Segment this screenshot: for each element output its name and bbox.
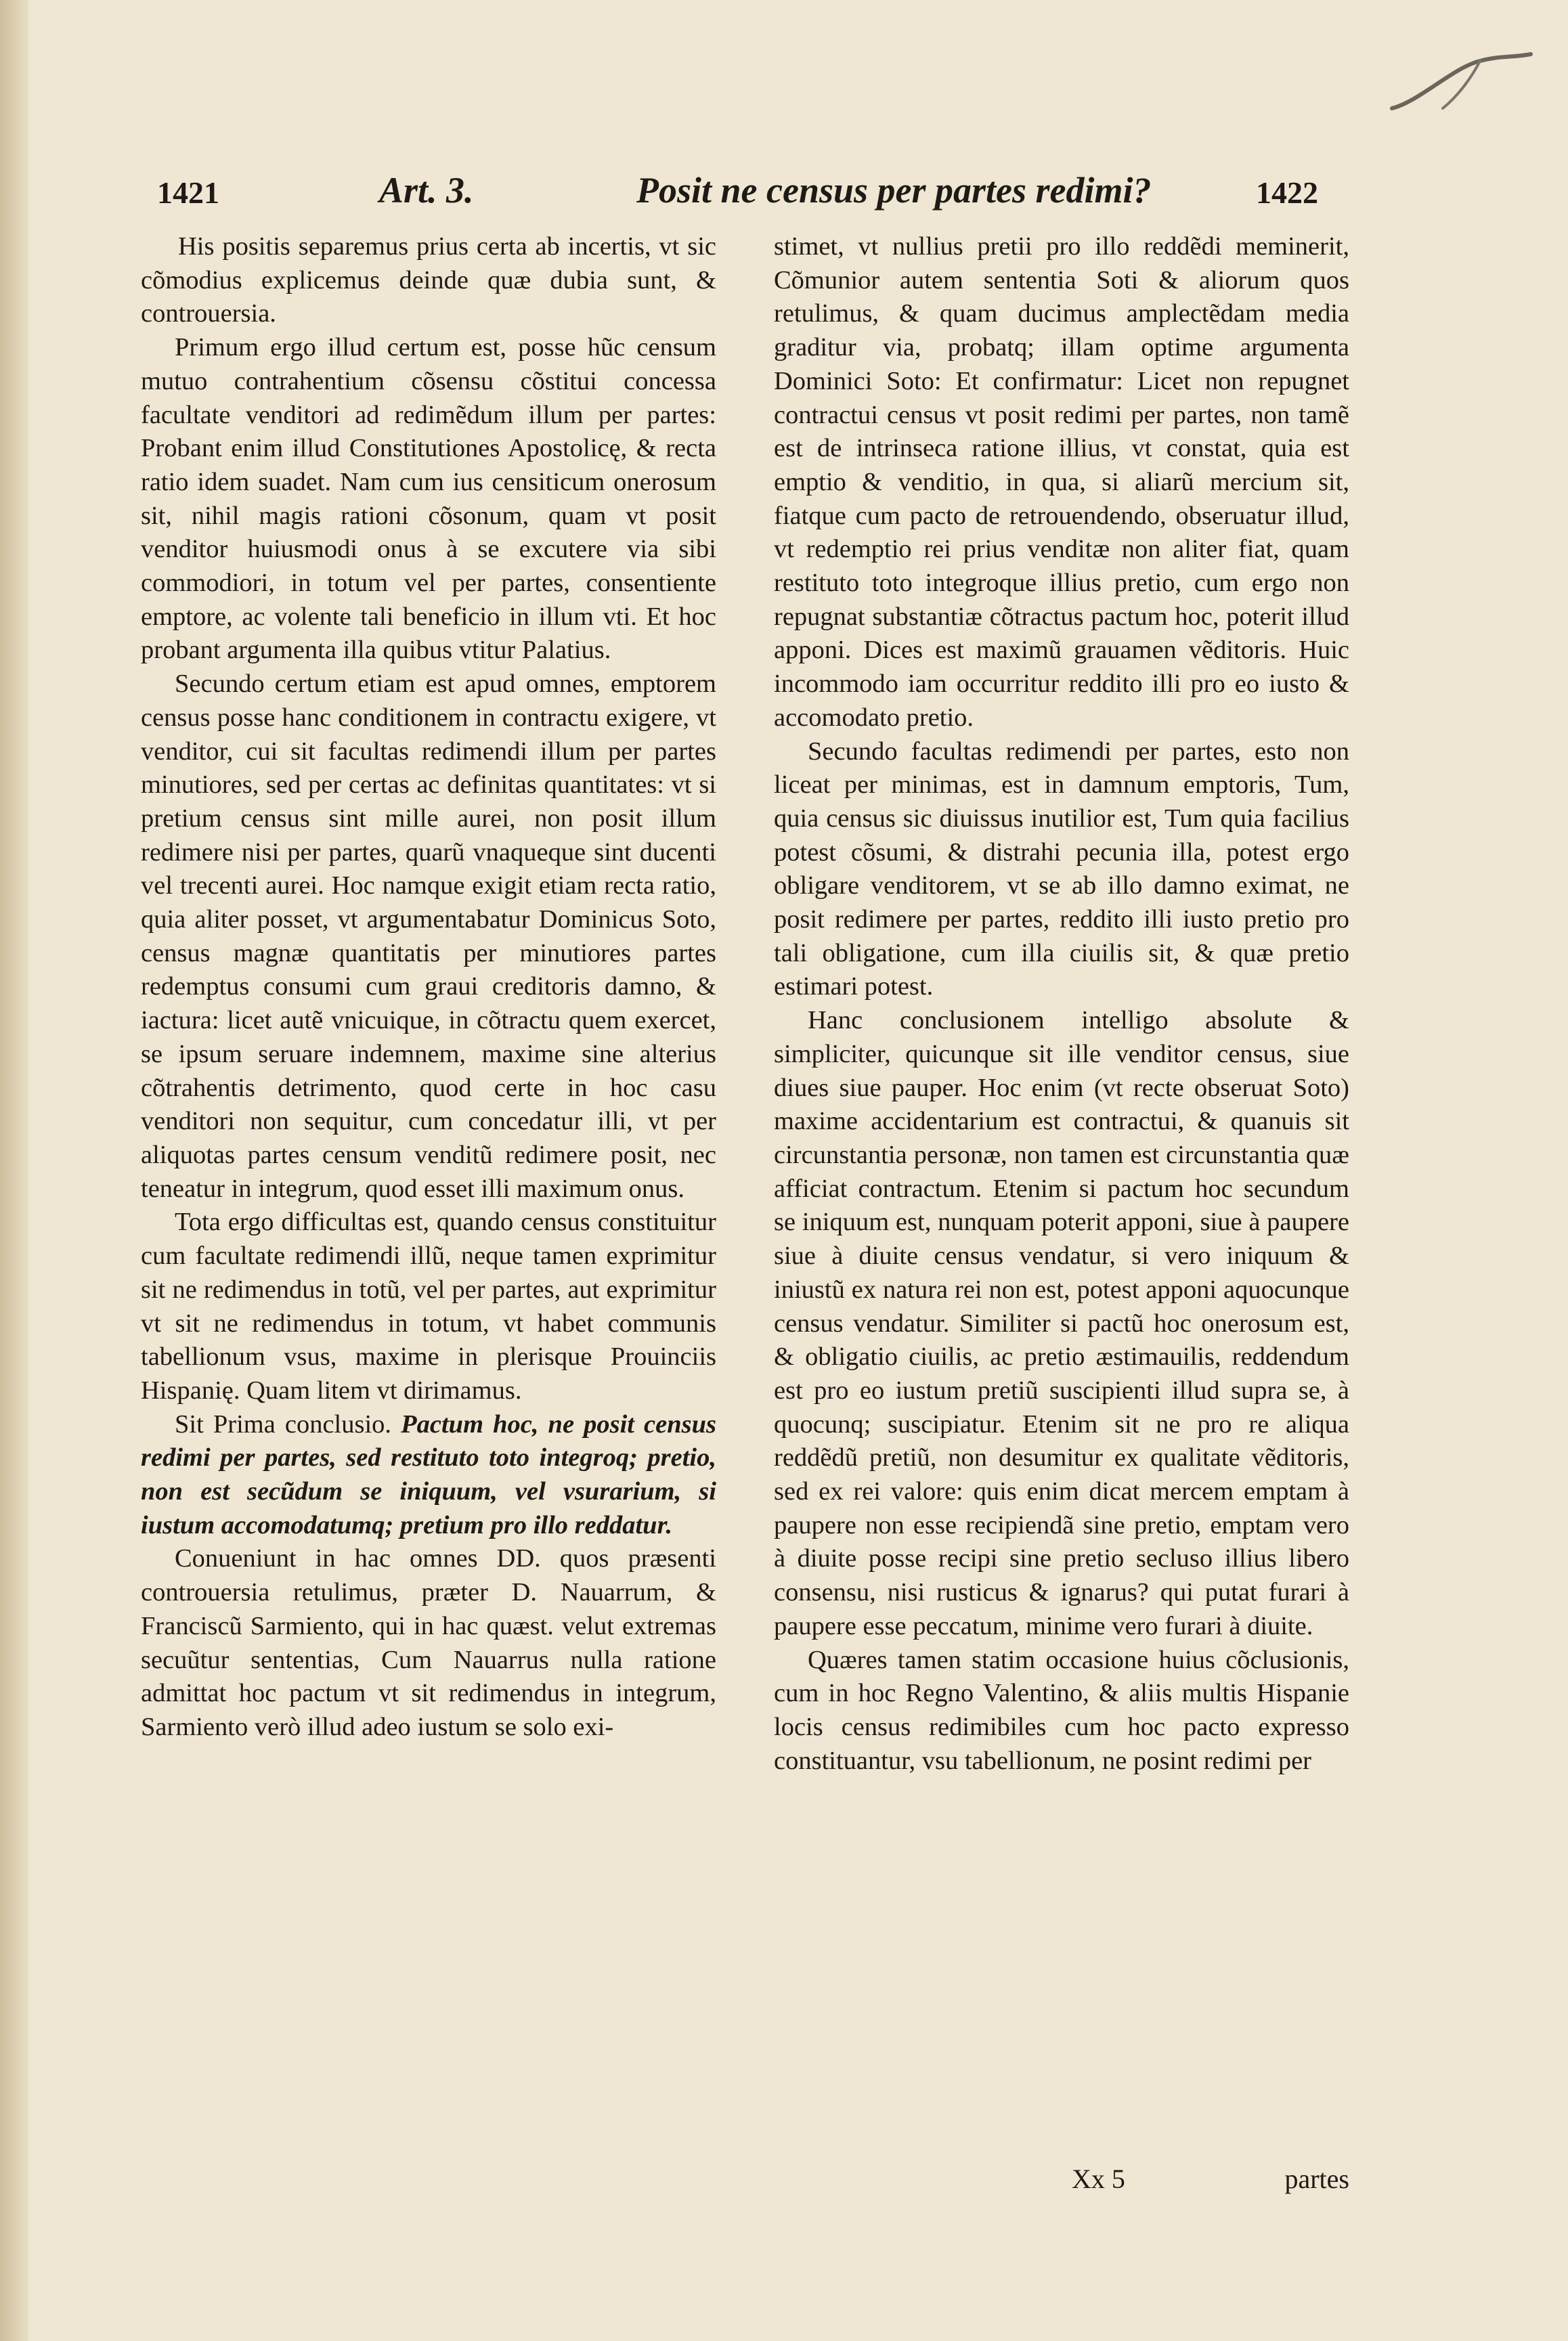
paragraph: stimet, vt nullius pretii pro illo reddẽdi meminerit, Cõmunior autem sententia Soti & aliorum quos retulimus, & quam ducimus amplectẽdam media graditur via, probatq; illam optime argumenta Dominici Soto: Et confirmatur: Licet non repugnet contractui census vt posit redimi per partes, non tamẽ est de intrinseca ratione illius, vt constat, quia est emptio & venditio, in qua, si aliarũ mercium sit, fiatque cum pacto de retrouendendo, obseruatur illud, vt redemptio rei prius venditæ non aliter fiat, quam restituto toto integroque illius pretio, cum ergo non repugnat substantiæ cõtractus pactum hoc, poterit illud apponi. Dices est maximũ grauamen vẽditoris. Huic incommodo iam occurritur reddito illi pro eo iusto & accomodato pretio. bbox=[774, 232, 1349, 732]
conclusion-paragraph bbox=[141, 1408, 716, 1543]
page-gutter-shadow bbox=[0, 0, 28, 2341]
conclusion-lead: Sit Prima conclusio. bbox=[175, 1409, 392, 1439]
running-title: Posit ne census per partes redimi? bbox=[636, 170, 1152, 211]
paragraph: Conueniunt in hac omnes DD. quos præsenti controuersia retulimus, præter D. Nauarrum, & Franciscũ Sarmiento, qui in hac quæst. velut extremas secuũtur sententias, Cum Nauarrus nulla ratione admittat hoc pactum vt sit redimendus in integrum, Sarmiento verò illud adeo iustum se solo exi- bbox=[141, 1544, 716, 1741]
page-number-right: 1422 bbox=[1256, 175, 1318, 210]
paragraph: Hanc conclusionem intelligo absolute & simpliciter, quicunque sit ille venditor census, siue diues siue pauper. Hoc enim (vt recte obseruat Soto) maxime accidentarium est contractui, & quanuis sit circunstantia personæ, non tamen est circunstantia quæ afficiat contractum. Etenim si pactum hoc secundum se iniquum est, nunquam poterit apponi, siue à paupere siue à diuite census vendatur, si vero iniquum & iniustũ ex natura rei non est, potest apponi aquocunque census vendatur. Similiter si pactũ hoc onerosum est, & obligatio ciuilis, ac pretio æstimauilis, reddendum est pro eo iustum pretiũ suscipienti illud supra se, à quocunq; suscipiatur. Etenim sit ne pro re aliqua reddẽdũ pretiũ, non desumitur ex qualitate vẽditoris, sed ex rei valore: quis enim dicat mercem emptam à paupere non esse recipiendã sine pretio, emptam vero à diuite posse recipi sine pretio secluso illius libero consensu, nisi rusticus & ignarus? qui putat furari à paupere esse peccatum, minime vero furari à diuite. bbox=[774, 1006, 1349, 1640]
right-column bbox=[774, 230, 1349, 1778]
signature-mark: Xx 5 bbox=[1072, 2164, 1125, 2194]
paragraph: Quæres tamen statim occasione huius cõclusionis, cum in hoc Regno Valentino, & aliis multis Hispanie locis census redimibiles cum hoc pacto expresso constituantur, vsu tabellionum, ne posint redimi per bbox=[774, 1645, 1349, 1775]
page-number-left: 1421 bbox=[157, 175, 219, 210]
paragraph: Primum ergo illud certum est, posse hũc censum mutuo contrahentium cõsensu cõstitui concessa facultate venditori ad redimẽdum illum per partes: Probant enim illud Constitutiones Apostolicę, & recta ratio idem suadet. Nam cum ius censiticum onerosum sit, nihil magis rationi cõsonum, quam vt posit venditor huiusmodi onus à se excutere via sibi commodiori, in totum vel per partes, consentiente emptore, ac volente tali beneficio in illum vti. Et hoc probant argumenta illa quibus vtitur Palatius. bbox=[141, 333, 716, 665]
paragraph: Tota ergo difficultas est, quando census constituitur cum facultate redimendi illũ, neque tamen exprimitur sit ne redimendus in totũ, vel per partes, aut exprimitur vt sit ne redimendus in totum, vt habet communis tabellionum vsus, maxime in plerisque Prouinciis Hispanię. Quam litem vt dirimamus. bbox=[141, 1208, 716, 1405]
conclusion-text: Pactum hoc, ne posit census redimi per partes, sed restituto toto integroq; pretio, non est secũdum se iniquum, vel vsurarium, si iustum accomodatumq; pretium pro illo reddatur. bbox=[141, 1409, 716, 1539]
paragraph: Secundo facultas redimendi per partes, esto non liceat per minimas, est in damnum emptoris, Tum, quia census sic diuissus inutilior est, Tum quia facilius potest cõsumi, & distrahi pecunia illa, potest ergo obligare venditorem, vt se ab illo damno eximat, ne posit redimere per partes, reddito illi iusto pretio pro tali obligatione, cum illa ciuilis sit, & quæ pretio estimari potest. bbox=[774, 737, 1349, 1001]
paragraph: His positis separemus prius certa ab incertis, vt sic cõmodius explicemus deinde quæ dubia sunt, & controuersia. bbox=[141, 232, 716, 328]
pen-stroke-mark bbox=[1378, 41, 1541, 122]
paragraph: Secundo certum etiam est apud omnes, emptorem census posse hanc conditionem in contractu exigere, vt venditor, cui sit facultas redimendi illum per partes minutiores, sed per certas ac definitas quantitates: vt si pretium census sint mille aurei, non posit illum redimere nisi per partes, quarũ vnaqueque sint ducenti vel trecenti aurei. Hoc namque exigit etiam recta ratio, quia aliter posset, vt argumentabatur Dominicus Soto, census magnæ quantitatis per minutiores partes redemptus consumi cum graui creditoris damno, & iactura: licet autẽ vnicuique, in cõtractu quem exercet, se ipsum seruare indemnem, maxime sine alterius cõtrahentis detrimento, quod certe in hoc casu venditori non sequitur, cum concedatur illi, vt per aliquotas partes censum venditũ redimere posit, nec teneatur in integrum, quod esset illi maximum onus. bbox=[141, 670, 716, 1203]
catchword: partes bbox=[1284, 2164, 1349, 2194]
page-footer bbox=[774, 2163, 1349, 2200]
running-head bbox=[0, 169, 1568, 223]
left-column bbox=[141, 230, 716, 1745]
article-label: Art. 3. bbox=[379, 170, 474, 211]
